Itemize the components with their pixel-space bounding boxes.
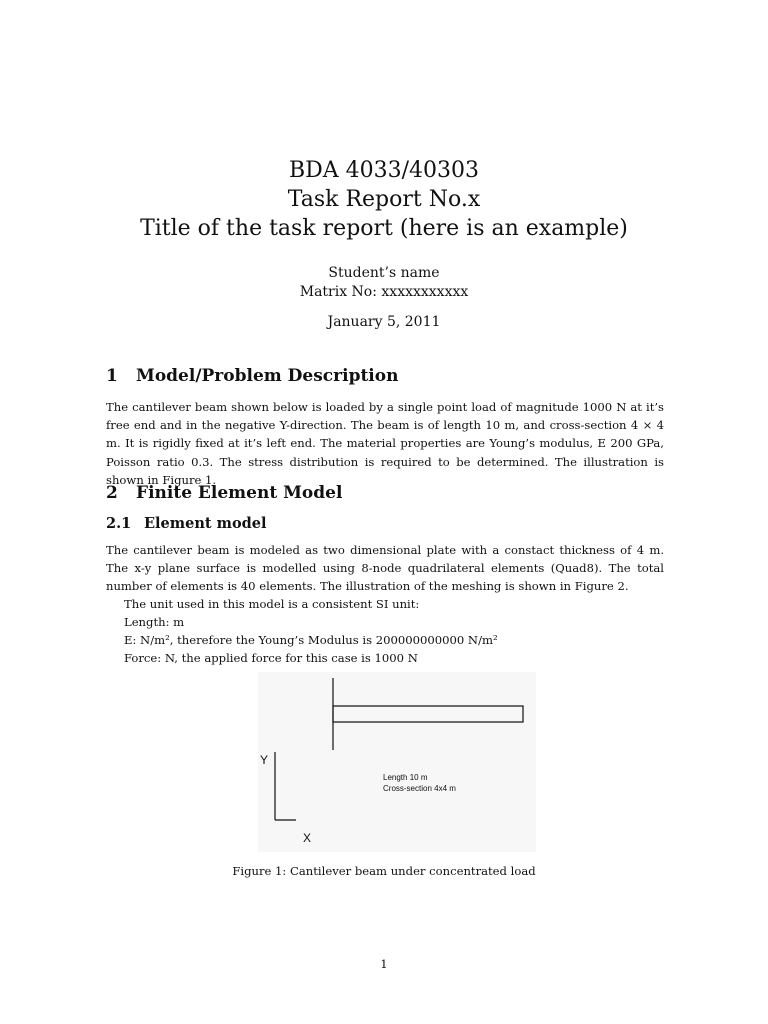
title-block [0,156,768,243]
unit-youngs-modulus: E: N/m², therefore the Young’s Modulus is 200000000000 N/m² [124,633,498,647]
section-1-number: 1 [106,366,118,386]
unit-intro: The unit used in this model is a consistent SI unit: [124,597,420,611]
figure-1-caption: Figure 1: Cantilever beam under concentrated load [232,864,536,878]
course-code: BDA 4033/40303 [288,158,480,183]
unit-length: Length: m [124,615,185,629]
y-axis-label: Y [260,753,269,767]
section-2-number: 2 [106,483,118,503]
unit-force: Force: N, the applied force for this case is 1000 N [124,651,418,665]
student-name: Student’s name [328,265,440,281]
subsection-2-1-title: Element model [144,515,267,532]
cantilever-diagram [258,672,536,852]
beam-section-label: Cross-section 4x4 m [383,784,456,793]
matrix-number: Matrix No: xxxxxxxxxxx [299,284,469,300]
report-title: Title of the task report (here is an example) [140,216,628,241]
section-1-paragraph: The cantilever beam shown below is loaded by a single point load of magnitude 1000 N at it’s free end and in the negative Y-direction. The beam is of length 10 m, and cross-section 4 × 4 m. It is rigidly fixed at it’s left end. The material properties are Young’s modulus, E 200 GPa, Poisson ratio 0.3. The stress distribution is required to be determined. The illustration is shown in Figure 1. [106,400,664,487]
beam-rectangle [333,706,523,722]
section-2-heading [106,483,342,503]
beam-length-label: Length 10 m [383,773,428,782]
section-1-heading [106,366,398,386]
page-number: 1 [380,957,388,971]
subsection-2-1-heading [106,515,267,532]
report-date: January 5, 2011 [327,314,441,330]
x-axis-label: X [303,831,312,845]
author-block [0,264,768,302]
section-2-title: Finite Element Model [136,483,343,503]
subsection-2-1-paragraph: The cantilever beam is modeled as two dimensional plate with a constact thickness of 4 m. The x-y plane surface is modelled using 8-node quadrilateral elements (Quad8). The total number of elements is 40 elements. The illustration of the meshing is shown in Figure 2. [106,543,664,594]
section-1-title: Model/Problem Description [136,366,399,386]
figure-1-image [258,672,536,852]
subsection-2-1-number: 2.1 [106,515,132,532]
report-number: Task Report No.x [287,187,481,212]
